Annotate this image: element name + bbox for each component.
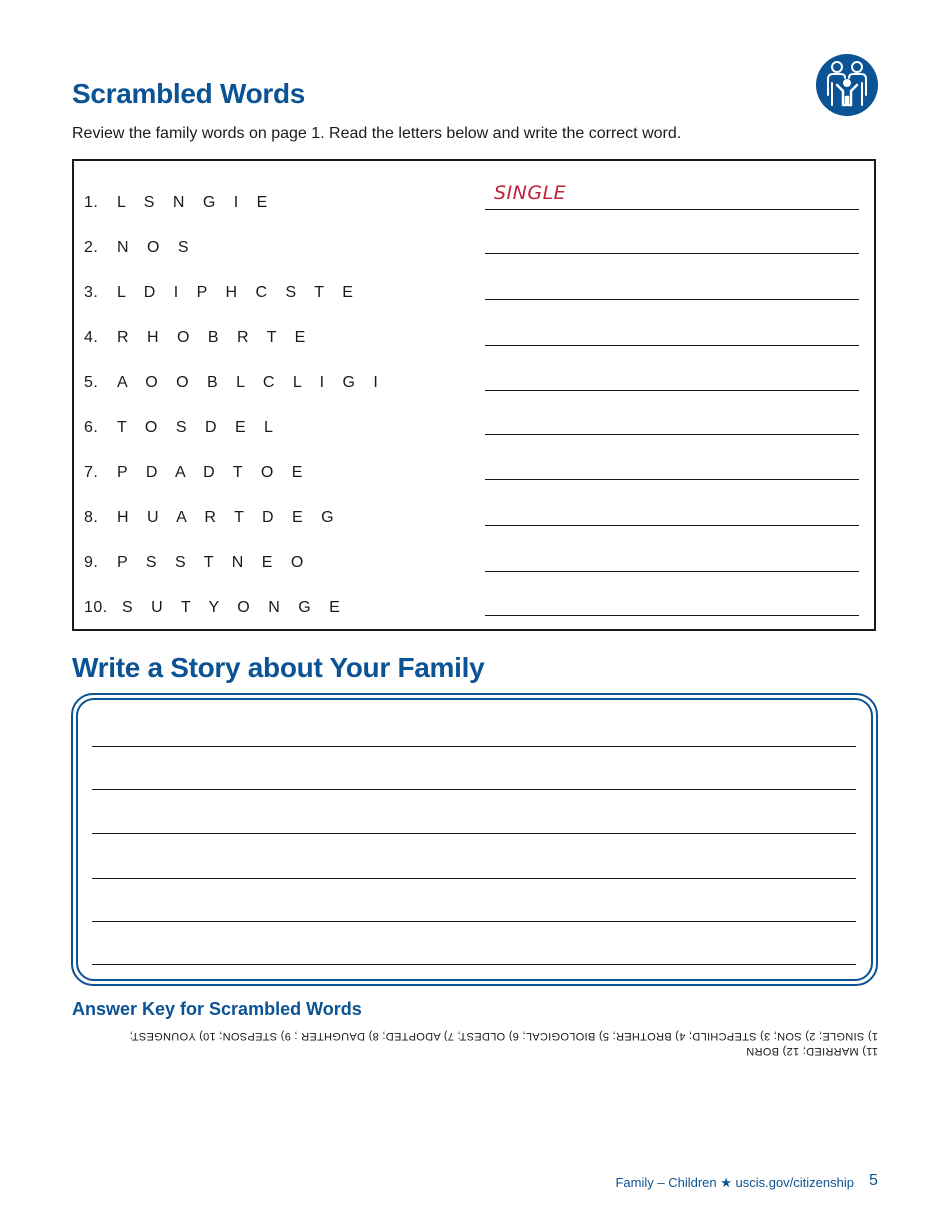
scrambled-letters: S U T Y O N G E (122, 599, 347, 616)
list-item (74, 239, 874, 284)
list-item (74, 509, 874, 554)
answer-line[interactable] (485, 253, 859, 254)
answer-text: SINGLE (494, 182, 567, 204)
story-line[interactable] (92, 878, 856, 879)
family-icon (815, 53, 879, 117)
list-item (74, 554, 874, 599)
story-line[interactable] (92, 789, 856, 790)
list-item (74, 182, 874, 239)
list-item (74, 419, 874, 464)
item-number: 5. (84, 374, 99, 391)
item-number: 1. (84, 194, 99, 211)
story-line[interactable] (92, 833, 856, 834)
footer-text: Family – Children ★ uscis.gov/citizenship (615, 1175, 854, 1190)
list-item (74, 284, 874, 329)
answer-line[interactable] (485, 479, 859, 480)
story-line[interactable] (92, 921, 856, 922)
list-item (74, 329, 874, 374)
scrambled-letters: N O S (117, 239, 196, 256)
list-item (74, 374, 874, 419)
item-number: 6. (84, 419, 99, 436)
scrambled-letters: L S N G I E (117, 194, 275, 211)
story-line[interactable] (92, 964, 856, 965)
scrambled-letters: P D A D T O E (117, 464, 310, 481)
list-item (74, 599, 874, 644)
list-item (74, 464, 874, 509)
item-number: 8. (84, 509, 99, 526)
scrambled-letters: R H O B R T E (117, 329, 313, 346)
story-line[interactable] (92, 746, 856, 747)
scrambled-letters: P S S T N E O (117, 554, 311, 571)
answer-line[interactable] (485, 390, 859, 391)
answer-line[interactable] (485, 434, 859, 435)
answer-key-title: Answer Key for Scrambled Words (72, 999, 362, 1019)
scrambled-words-box (72, 159, 876, 631)
answer-line[interactable] (485, 209, 859, 210)
story-frame-inner (76, 698, 873, 981)
item-number: 10. (84, 599, 108, 616)
item-number: 9. (84, 554, 99, 571)
scrambled-letters: A O O B L C L I G I (117, 374, 385, 391)
answer-key-text (118, 1028, 878, 1058)
scrambled-letters: T O S D E L (117, 419, 280, 436)
page-number: 5 (869, 1172, 878, 1189)
instructions: Review the family words on page 1. Read the letters below and write the correct word. (72, 125, 682, 142)
scrambled-letters: L D I P H C S T E (117, 284, 360, 301)
answer-key-line-2: 11) MARRIED; 12) BORN (745, 1045, 878, 1057)
item-number: 7. (84, 464, 99, 481)
answer-line[interactable] (485, 299, 859, 300)
item-number: 4. (84, 329, 99, 346)
answer-key-line-1: 1) SINGLE; 2) SON; 3) STEPCHILD; 4) BROTHER; 5) BIOLOGICAL; 6) OLDEST; 7) ADOPTED; 8) DAUGHTER ; 9) STEPSON; 10) YOUNGEST; (129, 1030, 878, 1042)
scrambled-letters: H U A R T D E G (117, 509, 341, 526)
answer-line[interactable] (485, 571, 859, 572)
answer-line[interactable] (485, 525, 859, 526)
item-number: 2. (84, 239, 99, 256)
item-number: 3. (84, 284, 99, 301)
section-title: Write a Story about Your Family (72, 652, 485, 683)
answer-line[interactable] (485, 345, 859, 346)
answer-line[interactable] (485, 615, 859, 616)
page-title: Scrambled Words (72, 78, 306, 109)
